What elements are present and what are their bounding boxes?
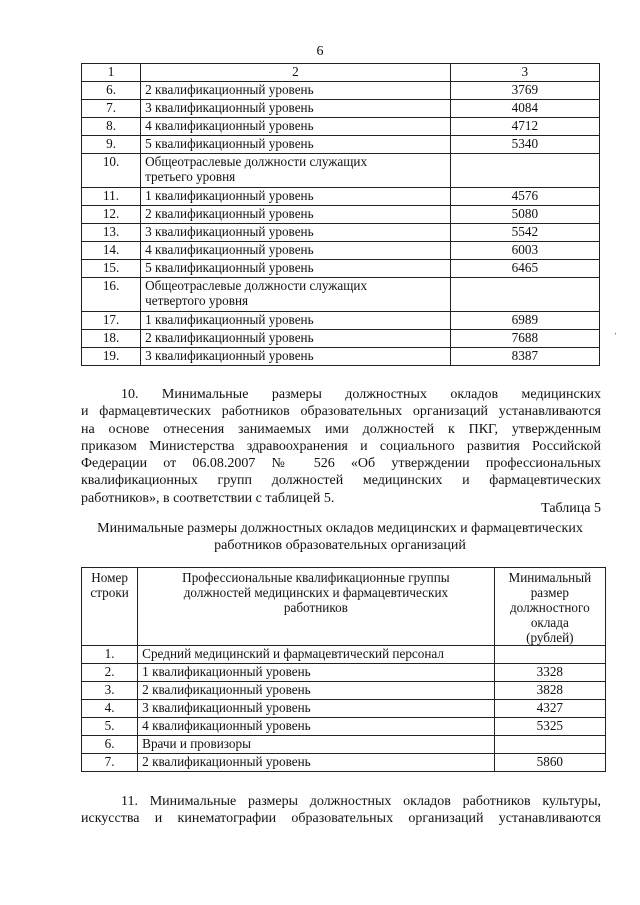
row-value: 3328 xyxy=(494,664,605,682)
row-name: 1 квалификационный уровень xyxy=(138,664,494,682)
table-row-group-heading xyxy=(82,278,600,312)
header-salary xyxy=(494,568,605,646)
row-value: 8387 xyxy=(450,348,599,366)
row-name-line: Общеотраслевые должности служащих xyxy=(145,154,368,169)
header-line: Минимальный xyxy=(508,570,592,585)
header-line: строки xyxy=(90,585,129,600)
table-row xyxy=(82,260,600,278)
table-row xyxy=(82,188,600,206)
margin-mark: ˈ xyxy=(614,332,618,343)
header-line: должностей медицинских и фармацевтических xyxy=(183,585,449,600)
row-name: 4 квалификационный уровень xyxy=(141,118,451,136)
table-title xyxy=(60,520,620,554)
paragraph-line: квалификационных групп должностей медицинских и фармацевтических xyxy=(81,473,601,489)
header-groups xyxy=(138,568,494,646)
table-title-line: Минимальные размеры должностных окладов медицинских и фармацевтических xyxy=(97,521,583,536)
row-name: 4 квалификационный уровень xyxy=(141,242,451,260)
row-value: 5325 xyxy=(494,718,605,736)
row-name: 3 квалификационный уровень xyxy=(141,224,451,242)
table-row xyxy=(82,312,600,330)
row-name: 3 квалификационный уровень xyxy=(141,100,451,118)
paragraph-line: 10. Минимальные размеры должностных окладов медицинских xyxy=(121,387,601,402)
row-name-line: третьего уровня xyxy=(145,169,236,184)
row-name: 2 квалификационный уровень xyxy=(141,330,451,348)
table-row xyxy=(82,224,600,242)
row-value: 4084 xyxy=(450,100,599,118)
row-name: 2 квалификационный уровень xyxy=(138,682,494,700)
row-number: 7. xyxy=(82,100,141,118)
row-number: 17. xyxy=(82,312,141,330)
table-header-row xyxy=(82,64,600,82)
header-line: (рублей) xyxy=(526,630,574,645)
table-row xyxy=(82,754,606,772)
row-name: 5 квалификационный уровень xyxy=(141,260,451,278)
header-line: Профессиональные квалификационные группы xyxy=(182,570,450,585)
paragraph-line: искусства и кинематографии образовательных организаций устанавливаются xyxy=(81,811,601,827)
row-name-line: четвертого уровня xyxy=(145,293,249,308)
row-number: 3. xyxy=(82,682,138,700)
table-row xyxy=(82,100,600,118)
row-number: 4. xyxy=(82,700,138,718)
row-value: 7688 xyxy=(450,330,599,348)
row-name: 2 квалификационный уровень xyxy=(138,754,494,772)
row-value: 6465 xyxy=(450,260,599,278)
header-row-number xyxy=(82,568,138,646)
page-number: 6 xyxy=(316,44,324,59)
row-value: 6989 xyxy=(450,312,599,330)
table-row xyxy=(82,136,600,154)
row-value xyxy=(450,154,599,188)
row-value xyxy=(450,278,599,312)
row-number: 5. xyxy=(82,718,138,736)
row-value: 3828 xyxy=(494,682,605,700)
header-line: размер xyxy=(530,585,569,600)
row-name: Врачи и провизоры xyxy=(138,736,494,754)
row-name xyxy=(141,154,451,188)
paragraph-10 xyxy=(81,386,601,507)
row-value: 5080 xyxy=(450,206,599,224)
header-cell: 3 xyxy=(450,64,599,82)
paragraph-line: приказом Министерства здравоохранения и социального развития Российской xyxy=(81,438,601,454)
table-row xyxy=(82,718,606,736)
row-number: 1. xyxy=(82,646,138,664)
header-line: Номер xyxy=(91,570,128,585)
header-line: должностного xyxy=(509,600,590,615)
header-line: работников xyxy=(283,600,348,615)
row-value: 4712 xyxy=(450,118,599,136)
row-name: Средний медицинский и фармацевтический персонал xyxy=(138,646,494,664)
row-name xyxy=(141,278,451,312)
table-header-row xyxy=(82,568,606,646)
row-number: 13. xyxy=(82,224,141,242)
row-value xyxy=(494,736,605,754)
row-name: 4 квалификационный уровень xyxy=(138,718,494,736)
row-name-line: Общеотраслевые должности служащих xyxy=(145,278,368,293)
row-number: 7. xyxy=(82,754,138,772)
row-name: 3 квалификационный уровень xyxy=(141,348,451,366)
row-number: 8. xyxy=(82,118,141,136)
row-value: 3769 xyxy=(450,82,599,100)
row-value: 5860 xyxy=(494,754,605,772)
row-number: 6. xyxy=(82,736,138,754)
row-value: 4576 xyxy=(450,188,599,206)
row-number: 19. xyxy=(82,348,141,366)
table-label: Таблица 5 xyxy=(541,501,601,516)
paragraph-line: 11. Минимальные размеры должностных окладов работников культуры, xyxy=(121,794,601,809)
table-row xyxy=(82,118,600,136)
row-number: 12. xyxy=(82,206,141,224)
medical-salary-table xyxy=(81,567,606,772)
paragraph-line: работников», в соответствии с таблицей 5. xyxy=(81,490,335,506)
row-number: 16. xyxy=(82,278,141,312)
table-row xyxy=(82,664,606,682)
table-row xyxy=(82,330,600,348)
row-number: 15. xyxy=(82,260,141,278)
paragraph-line: и фармацевтических работников образовательных организаций устанавливаются xyxy=(81,404,601,420)
header-line: оклада xyxy=(530,615,569,630)
table-row xyxy=(82,736,606,754)
paragraph-11 xyxy=(81,793,601,828)
table-row-group-heading xyxy=(82,154,600,188)
header-cell: 2 xyxy=(141,64,451,82)
row-name: 3 квалификационный уровень xyxy=(138,700,494,718)
paragraph-line: Федерации от 06.08.2007 № 526 «Об утверждении профессиональных xyxy=(81,456,601,472)
row-number: 14. xyxy=(82,242,141,260)
table-row xyxy=(82,682,606,700)
row-name: 1 квалификационный уровень xyxy=(141,188,451,206)
table-row xyxy=(82,348,600,366)
salary-table-continued xyxy=(81,63,600,366)
table-title-line: работников образовательных организаций xyxy=(214,538,466,553)
row-value: 5542 xyxy=(450,224,599,242)
row-number: 2. xyxy=(82,664,138,682)
table-row xyxy=(82,82,600,100)
paragraph-line: на основе отнесения занимаемых ими должностей к ПКГ, утвержденным xyxy=(81,421,601,437)
table-row xyxy=(82,242,600,260)
table-row xyxy=(82,700,606,718)
row-value: 4327 xyxy=(494,700,605,718)
header-cell: 1 xyxy=(82,64,141,82)
row-number: 11. xyxy=(82,188,141,206)
row-value xyxy=(494,646,605,664)
table-row xyxy=(82,646,606,664)
row-number: 18. xyxy=(82,330,141,348)
row-value: 6003 xyxy=(450,242,599,260)
row-name: 2 квалификационный уровень xyxy=(141,82,451,100)
row-name: 5 квалификационный уровень xyxy=(141,136,451,154)
row-number: 10. xyxy=(82,154,141,188)
row-name: 2 квалификационный уровень xyxy=(141,206,451,224)
row-value: 5340 xyxy=(450,136,599,154)
row-name: 1 квалификационный уровень xyxy=(141,312,451,330)
row-number: 6. xyxy=(82,82,141,100)
table-row xyxy=(82,206,600,224)
row-number: 9. xyxy=(82,136,141,154)
